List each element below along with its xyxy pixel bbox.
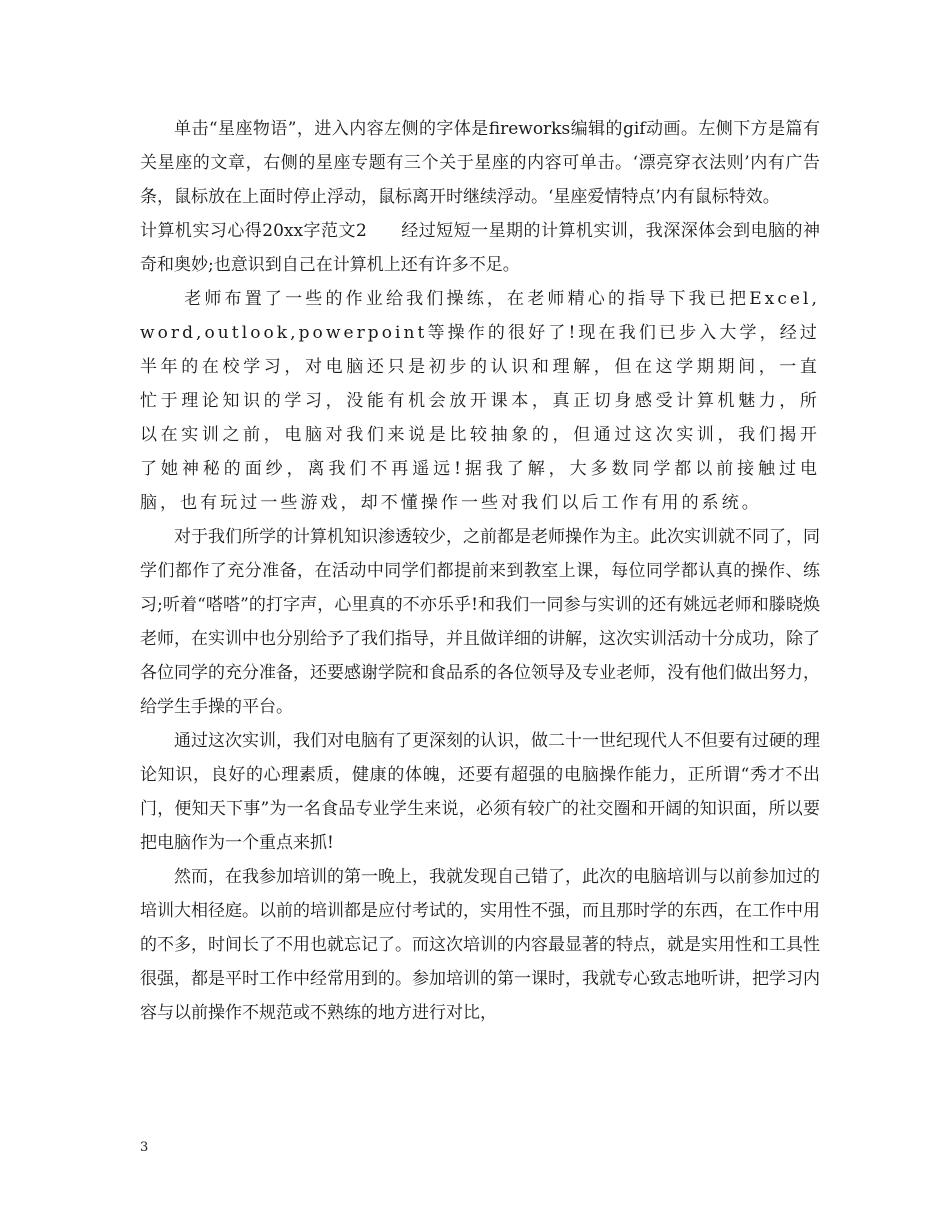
document-body — [140, 112, 820, 1030]
paragraph-2 — [140, 214, 820, 282]
section-heading: 计算机实习心得20xx字范文2 — [140, 221, 367, 241]
page-number: 3 — [140, 1140, 149, 1155]
paragraph-2-text: 经过短短一星期的计算机实训，我深深体会到电脑的神奇和奥妙;也意识到自己在计算机上还有许多不足。 — [140, 221, 821, 275]
paragraph-1: 单击“星座物语”，进入内容左侧的字体是fireworks编辑的gif动画。左侧下方是篇有关星座的文章，右侧的星座专题有三个关于星座的内容可单击。‘漂亮穿衣法则’内有广告条，鼠标放在上面时停止浮动，鼠标离开时继续浮动。‘星座爱情特点’内有鼠标特效。 — [140, 119, 820, 207]
paragraph-3: 老师布置了一些的作业给我们操练，在老师精心的指导下我已把Excel,word,outlook,powerpoint等操作的很好了!现在我们已步入大学，经过半年的在校学习，对电脑还只是初步的认识和理解，但在这学期期间，一直忙于理论知识的学习，没能有机会放开课本，真正切身感受计算机魅力，所以在实训之前，电脑对我们来说是比较抽象的，但通过这次实训，我们揭开了她神秘的面纱，离我们不再遥远!据我了解，大多数同学都以前接触过电脑，也有玩过一些游戏，却不懂操作一些对我们以后工作有用的系统。 — [140, 289, 820, 513]
paragraph-5: 通过这次实训，我们对电脑有了更深刻的认识，做二十一世纪现代人不但要有过硬的理论知识，良好的心理素质，健康的体魄，还要有超强的电脑操作能力，正所谓“秀才不出门，便知天下事”为一名食品专业学生来说，必须有较广的社交圈和开阔的知识面，所以要把电脑作为一个重点来抓! — [140, 731, 820, 853]
paragraph-6: 然而，在我参加培训的第一晚上，我就发现自己错了，此次的电脑培训与以前参加过的培训大相径庭。以前的培训都是应付考试的，实用性不强，而且那时学的东西，在工作中用的不多，时间长了不用也就忘记了。而这次培训的内容最显著的特点，就是实用性和工具性很强，都是平时工作中经常用到的。参加培训的第一课时，我就专心致志地听讲，把学习内容与以前操作不规范或不熟练的地方进行对比， — [140, 867, 820, 1023]
paragraph-4: 对于我们所学的计算机知识渗透较少，之前都是老师操作为主。此次实训就不同了，同学们都作了充分准备，在活动中同学们都提前来到教室上课，每位同学都认真的操作、练习;听着“嗒嗒”的打字声，心里真的不亦乐乎!和我们一同参与实训的还有姚远老师和滕晓焕老师，在实训中也分别给予了我们指导，并且做详细的讲解，这次实训活动十分成功，除了各位同学的充分准备，还要感谢学院和食品系的各位领导及专业老师，没有他们做出努力，给学生手操的平台。 — [140, 527, 820, 717]
